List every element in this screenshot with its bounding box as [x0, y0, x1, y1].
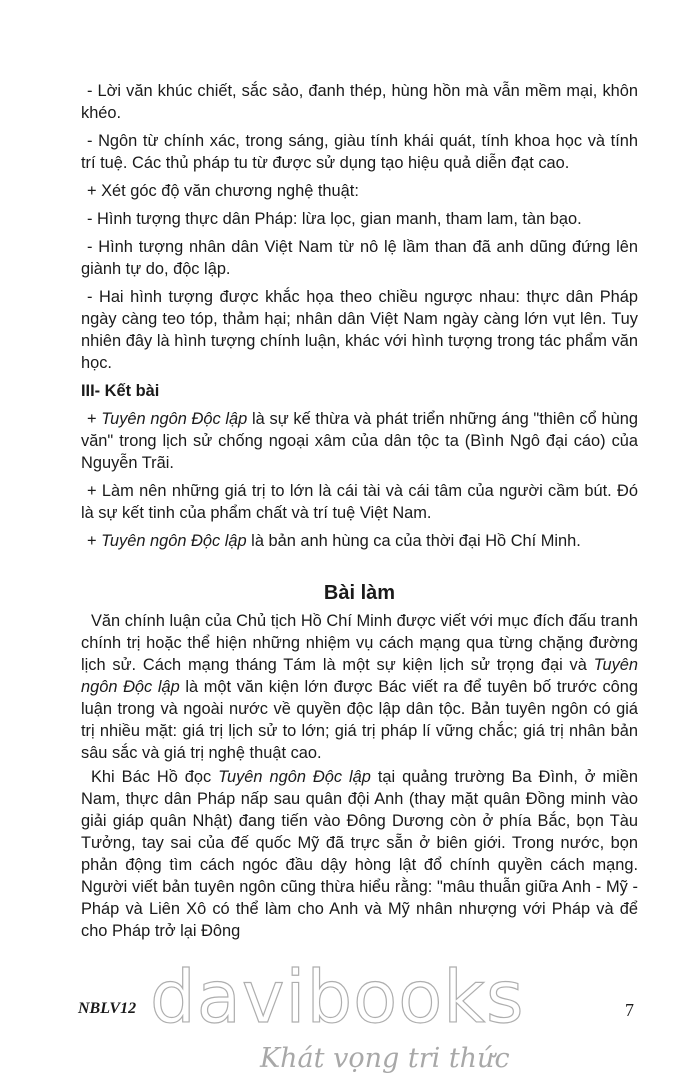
bullet-prefix: + — [87, 532, 102, 550]
essay-body — [81, 610, 638, 942]
essay-para-1-text-b: là một văn kiện lớn được Bác viết ra để tuyên bố trước công luận trong và ngoài nước về quyền độc lập dân tộc. Bản tuyên ngôn có giá trị nhiều mặt: giá trị lịch sử to lớn; giá trị pháp lí vững chắc; giá trị nhân bản sâu sắc và giá trị nghệ thuật cao. — [81, 678, 638, 762]
page-number: 7 — [625, 1000, 634, 1020]
outline-para-5: - Hình tượng nhân dân Việt Nam từ nô lệ lầm than đã anh dũng đứng lên giành tự do, độc lập. — [81, 238, 638, 278]
essay-para-1-text-a: Văn chính luận của Chủ tịch Hồ Chí Minh được viết với mục đích đấu tranh chính trị hoặc thể hiện những nhiệm vụ cách mạng qua từng chặng đường lịch sử. Cách mạng tháng Tám là một sự kiện lịch sử trọng đại và — [81, 612, 638, 674]
bullet-prefix: + — [87, 410, 102, 428]
conclusion-para-1 — [81, 408, 638, 474]
outline-para-6: - Hai hình tượng được khắc họa theo chiều ngược nhau: thực dân Pháp ngày càng teo tóp, thảm hại; nhân dân Việt Nam ngày càng lớn vụt lên. Tuy nhiên đây là hình tượng chính luận, khác với hình tượng trong tác phẩm văn học. — [81, 288, 638, 372]
outline-para-2: - Ngôn từ chính xác, trong sáng, giàu tính khái quát, tính khoa học và tính trí tuệ. Các thủ pháp tu từ được sử dụng tạo hiệu quả diễn đạt cao. — [81, 132, 638, 172]
outline-para-3: + Xét góc độ văn chương nghệ thuật: — [87, 182, 359, 200]
essay-para-2-text-a: Khi Bác Hồ đọc — [91, 768, 219, 786]
document-title-italic: Tuyên ngôn Độc lập — [218, 768, 371, 786]
document-title-italic: Tuyên ngôn Độc lập — [81, 656, 638, 696]
page-content — [81, 80, 638, 944]
conclusion-para-2: + Làm nên những giá trị to lớn là cái tài và cái tâm của người cầm bút. Đó là sự kết tinh của phẩm chất và trí tuệ Việt Nam. — [81, 482, 638, 522]
conclusion-para-1-text: là sự kế thừa và phát triển những áng "thiên cổ hùng văn" trong lịch sử chống ngoại xâm của dân tộc ta (Bình Ngô đại cáo) của Nguyễn Trãi. — [81, 410, 638, 472]
essay-title: Bài làm — [323, 582, 396, 604]
conclusion-para-3 — [81, 530, 638, 552]
essay-para-2-text-b: tại quảng trường Ba Đình, ở miền Nam, thực dân Pháp nấp sau quân đội Anh (thay mặt quân Đồng minh vào giải giáp quân Nhật) đang tiến vào Đông Dương còn ở phía Bắc, bọn Tàu Tưởng, tay sai của đế quốc Mỹ đã trực sẵn ở biên giới. Trong nước, bọn phản động tìm cách ngóc đầu dậy hòng lật đổ chính quyền cách mạng. Người viết bản tuyên ngôn cũng thừa hiểu rằng: "mâu thuẫn giữa Anh - Mỹ - Pháp và Liên Xô có thể làm cho Anh và Mỹ nhân nhượng với Pháp và để cho Pháp trở lại Đông — [81, 768, 638, 940]
conclusion-para-3-text: là bản anh hùng ca của thời đại Hồ Chí Minh. — [246, 532, 581, 550]
essay-para-2 — [81, 766, 638, 942]
footer-series-code: NBLV12 — [78, 1000, 137, 1017]
document-title-italic: Tuyên ngôn Độc lập — [101, 532, 247, 550]
outline-para-1: - Lời văn khúc chiết, sắc sảo, đanh thép, hùng hồn mà vẫn mềm mại, khôn khéo. — [81, 82, 638, 122]
section-heading-conclusion: III- Kết bài — [81, 382, 160, 400]
outline-para-4: - Hình tượng thực dân Pháp: lừa lọc, gian manh, tham lam, tàn bạo. — [87, 210, 582, 228]
watermark-brand: davibooks — [150, 955, 525, 1039]
watermark-slogan: Khát vọng tri thức — [260, 1043, 510, 1074]
document-title-italic: Tuyên ngôn Độc lập — [101, 410, 248, 428]
essay-para-1 — [81, 610, 638, 764]
